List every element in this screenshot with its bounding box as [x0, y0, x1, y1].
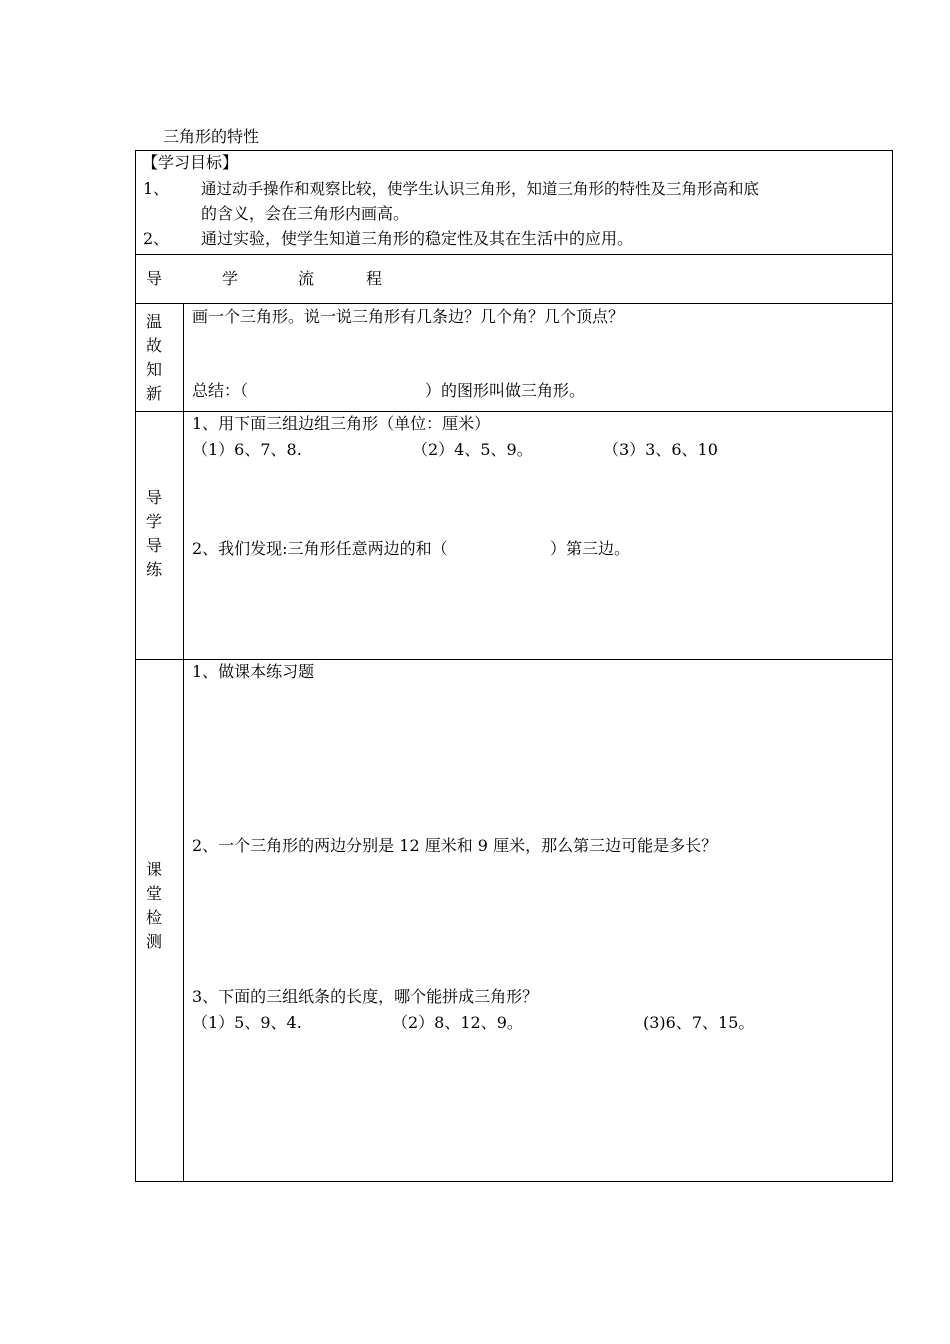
guide-label-4: 练: [145, 560, 162, 579]
table-border-bottom: [135, 1181, 893, 1182]
table-border-right: [892, 150, 893, 1182]
guide-question-2-suffix: ）第三边。: [550, 539, 631, 558]
review-summary-prefix: 总结：（: [192, 381, 249, 400]
table-border-left: [135, 150, 136, 1182]
guide-question-1: 1、用下面三组边组三角形（单位：厘米）: [192, 414, 491, 433]
guide-label-3: 导: [145, 536, 162, 555]
check-label-3: 检: [145, 908, 162, 927]
review-question: 画一个三角形。说一说三角形有几条边？几个角？几个顶点？: [192, 307, 625, 326]
check-question-3: 3、下面的三组纸条的长度，哪个能拼成三角形？: [192, 987, 539, 1006]
flow-header-char-3: 流: [298, 269, 315, 288]
row-divider-guide: [135, 659, 893, 660]
objectives-header: 【学习目标】: [142, 153, 239, 172]
row-divider-objectives: [135, 254, 893, 255]
check-label-1: 课: [145, 860, 162, 879]
objective-2-number: 2、: [143, 229, 170, 248]
check-option-3: (3)6、7、15。: [643, 1013, 755, 1032]
check-question-2: 2、一个三角形的两边分别是 12 厘米和 9 厘米，那么第三边可能是多长？: [192, 836, 718, 855]
row-divider-review: [135, 411, 893, 412]
check-label-2: 堂: [145, 884, 162, 903]
guide-label-1: 导: [145, 488, 162, 507]
row-divider-flow: [135, 303, 893, 304]
flow-header-char-1: 导: [146, 269, 163, 288]
review-label-2: 故: [145, 336, 162, 355]
flow-header-char-2: 学: [222, 269, 239, 288]
objective-1-text: 通过动手操作和观察比较，使学生认识三角形，知道三角形的特性及三角形高和底: [201, 180, 760, 198]
guide-option-2: （2）4、5、9。: [412, 440, 533, 459]
review-label-3: 知: [145, 360, 162, 379]
review-summary-suffix: ）的图形叫做三角形。: [425, 381, 586, 400]
guide-label-2: 学: [145, 512, 162, 531]
table-border-top: [135, 150, 893, 151]
flow-header-char-4: 程: [366, 269, 383, 288]
objective-1-text-cont: 的含义，会在三角形内画高。: [201, 204, 410, 223]
label-column-divider: [183, 303, 184, 1182]
objective-1-number: 1、: [143, 179, 170, 198]
check-option-2: （2）8、12、9。: [392, 1013, 523, 1032]
check-label-4: 测: [145, 932, 162, 951]
check-question-1: 1、做课本练习题: [192, 662, 315, 681]
page-title: 三角形的特性: [163, 127, 260, 146]
review-label-4: 新: [145, 384, 162, 403]
check-option-1: （1）5、9、4.: [192, 1013, 302, 1032]
objective-2-text: 通过实验，使学生知道三角形的稳定性及其在生活中的应用。: [201, 229, 634, 248]
review-label-1: 温: [145, 312, 162, 331]
guide-question-2-prefix: 2、我们发现:三角形任意两边的和（: [192, 539, 448, 558]
guide-option-3: （3）3、6、10: [603, 440, 718, 459]
guide-option-1: （1）6、7、8.: [192, 440, 302, 459]
